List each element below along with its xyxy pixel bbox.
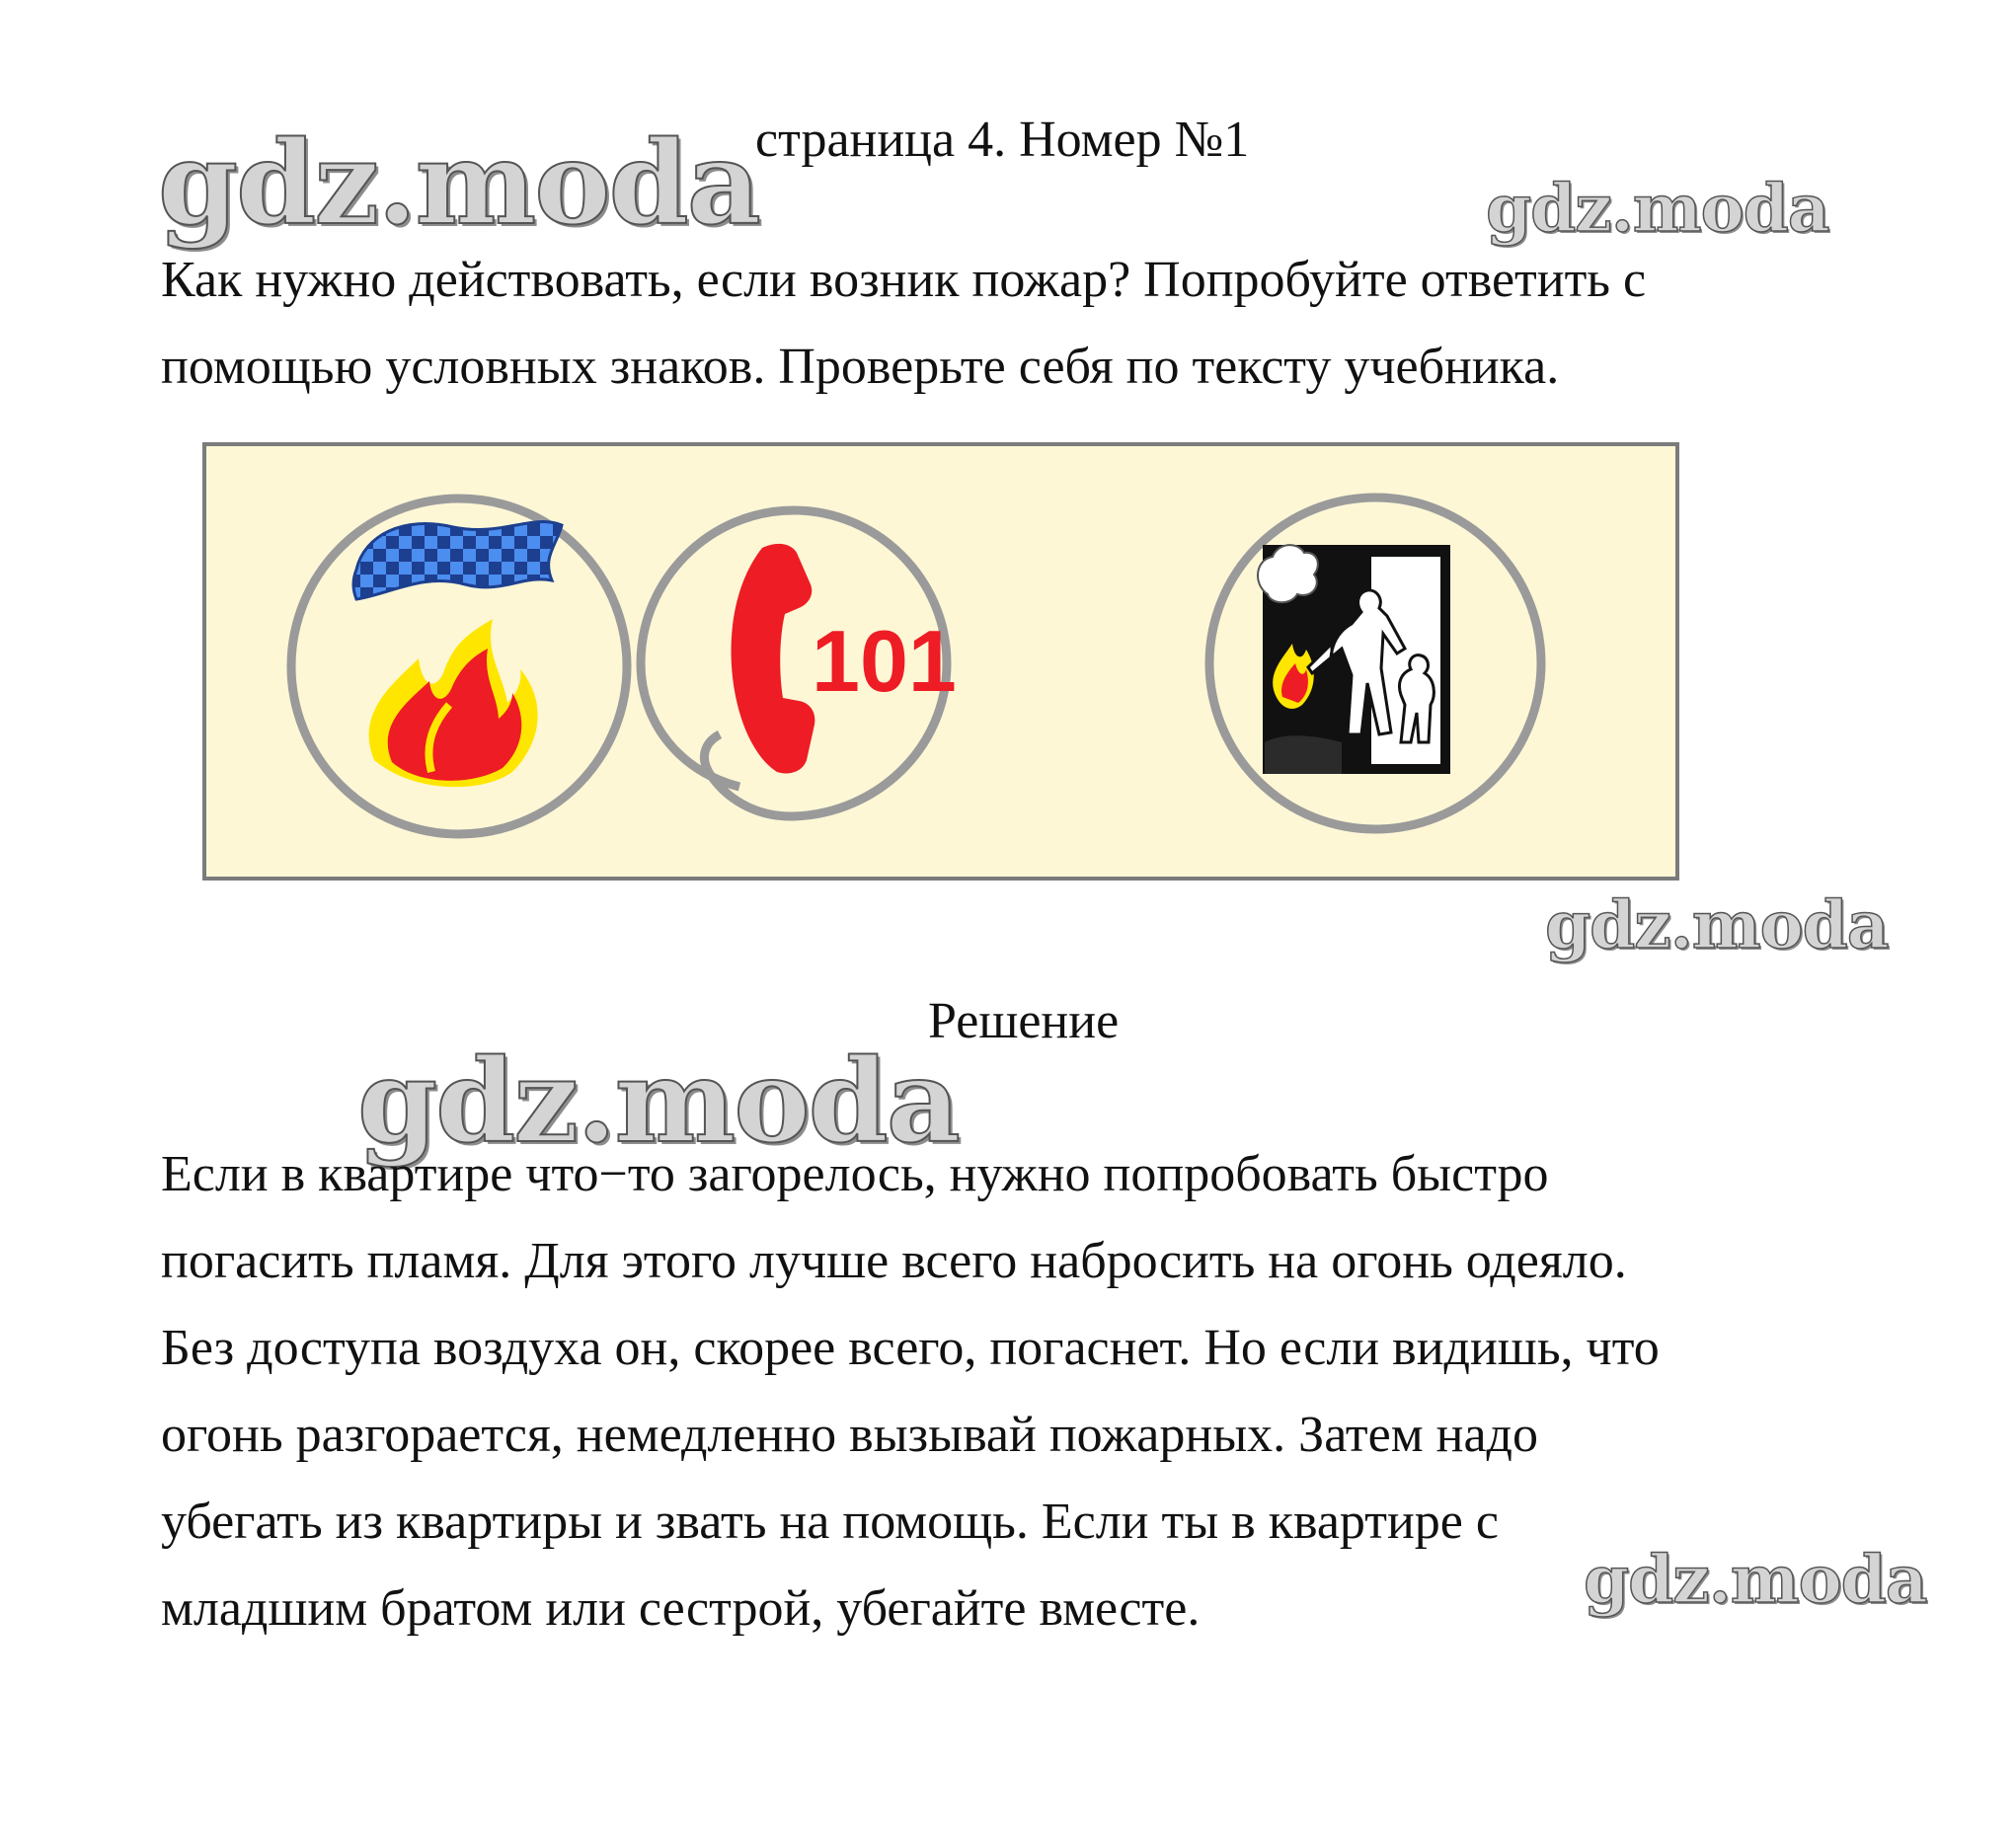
question-line: Как нужно действовать, если возник пожар? Попробуйте ответить с bbox=[161, 252, 1647, 308]
solution-line: погасить пламя. Для этого лучше всего набросить на огонь одеяло. bbox=[161, 1233, 1627, 1289]
watermark-logo: gdz.moda bbox=[158, 116, 759, 251]
phone-101-icon bbox=[641, 510, 957, 816]
solution-line: младшим братом или сестрой, убегайте вместе. bbox=[161, 1580, 1201, 1637]
blanket-over-fire-icon bbox=[291, 499, 627, 834]
fire-safety-symbols-panel bbox=[202, 442, 1679, 881]
solution-heading: Решение bbox=[928, 993, 1120, 1049]
page-reference: страница 4. Номер №1 bbox=[755, 112, 1250, 168]
solution-line: огонь разгорается, немедленно вызывай пожарных. Затем надо bbox=[161, 1407, 1539, 1463]
question-text bbox=[161, 237, 1918, 411]
evacuate-door-icon bbox=[1209, 498, 1541, 829]
solution-text bbox=[161, 1131, 1938, 1652]
question-line: помощью условных знаков. Проверьте себя по тексту учебника. bbox=[161, 339, 1560, 395]
solution-line: убегать из квартиры и звать на помощь. Если ты в квартире с bbox=[161, 1494, 1499, 1550]
watermark-logo: gdz.moda bbox=[1486, 170, 1829, 247]
solution-line: Без доступа воздуха он, скорее всего, погаснет. Но если видишь, что bbox=[161, 1320, 1660, 1376]
watermark-logo: gdz.moda bbox=[1584, 1541, 1927, 1618]
emergency-number: 101 bbox=[812, 612, 957, 710]
watermark-logo: gdz.moda bbox=[1545, 886, 1889, 963]
solution-line: Если в квартире что−то загорелось, нужно попробовать быстро bbox=[161, 1146, 1549, 1202]
watermark-logo: gdz.moda bbox=[357, 1035, 959, 1169]
